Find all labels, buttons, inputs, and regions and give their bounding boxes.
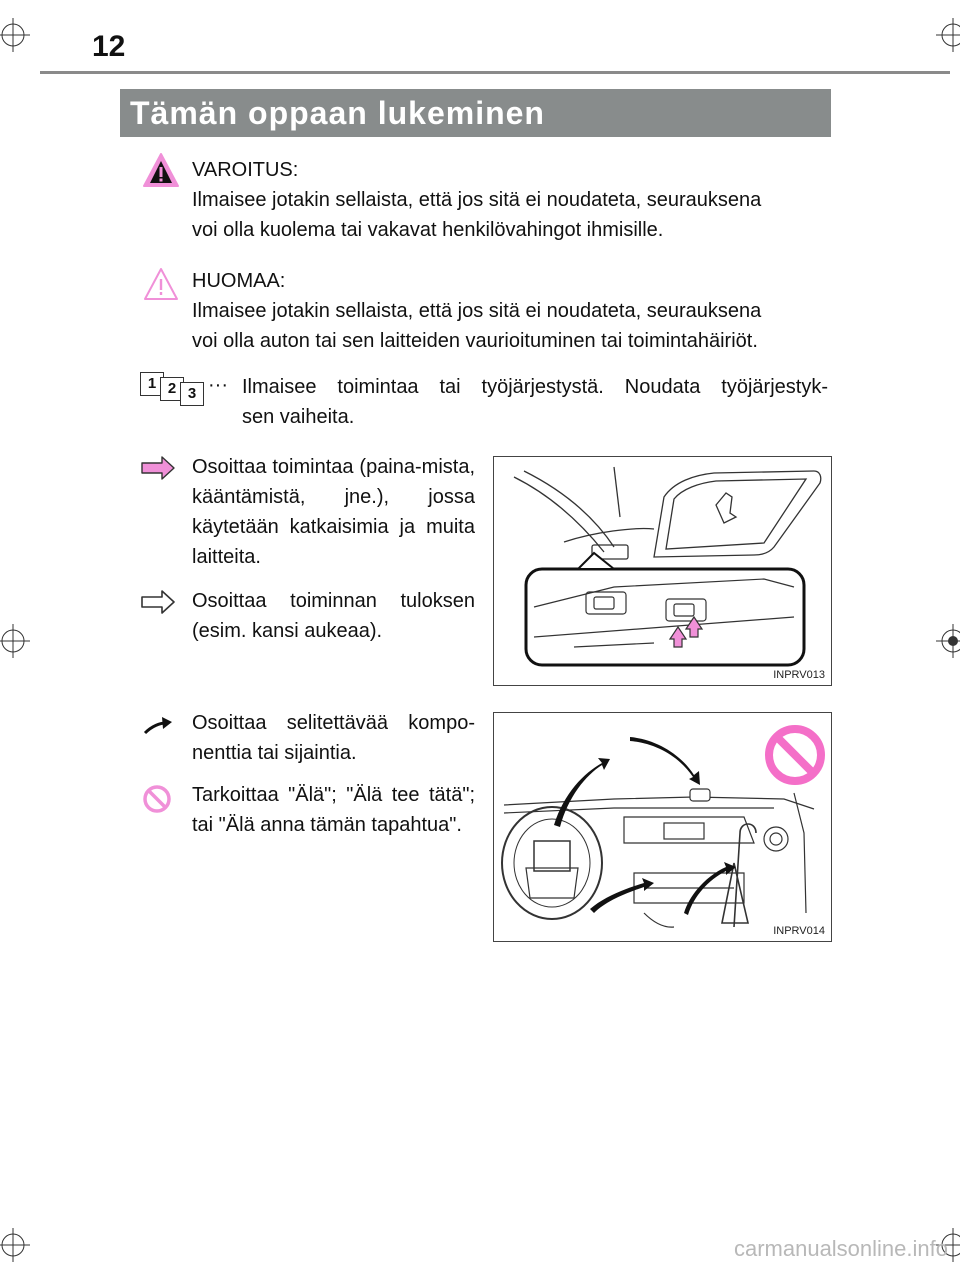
notice-line-1: Ilmaisee jotakin sellaista, että jos sitä ei noudateta, seurauksena — [192, 300, 762, 322]
figure-code-2: INPRV014 — [773, 925, 825, 937]
action-text: Osoittaa toimintaa (paina-mista, kääntämistä, jne.), jossa käytetään katkaisimia ja muita laitteita. — [192, 456, 475, 568]
component-text: Osoittaa selitettävää kompo-nenttia tai sijaintia. — [192, 712, 475, 764]
step-number-3: 3 — [180, 382, 204, 406]
section-title: Tämän oppaan lukeminen — [120, 89, 831, 137]
warning-outline-icon — [142, 266, 180, 307]
dashboard-illustration — [494, 713, 831, 941]
crop-mark-top-right — [936, 18, 960, 52]
notice-line-2: voi olla auton tai sen laitteiden vaurioituminen tai toimintahäiriöt. — [192, 330, 758, 352]
crop-mark-top-left — [0, 18, 30, 52]
figure-dashboard — [493, 712, 832, 942]
page-number: 12 — [92, 30, 126, 63]
prohibition-icon — [142, 784, 172, 819]
step-numbers-icon — [140, 372, 210, 404]
notice-block — [192, 266, 828, 356]
prohibition-text: Tarkoittaa "Älä"; "Älä tee tätä"; tai "Älä anna tämän tapahtua". — [192, 784, 475, 836]
steps-block — [242, 372, 828, 432]
outline-arrow-icon — [140, 590, 176, 619]
steps-dots: ··· — [208, 374, 228, 396]
warning-heading: VAROITUS: — [192, 159, 299, 181]
crop-mark-bottom-left — [0, 1228, 30, 1262]
warning-line-2: voi olla kuolema tai vakavat henkilövahingot ihmisille. — [192, 219, 664, 241]
warning-block — [192, 155, 828, 245]
crop-mark-mid-right — [936, 624, 960, 658]
result-text: Osoittaa toiminnan tuloksen (esim. kansi aukeaa). — [192, 590, 475, 642]
filled-arrow-icon — [140, 456, 176, 485]
step-number-2: 2 — [160, 377, 184, 401]
header-rule — [40, 71, 950, 74]
steps-line-1: Ilmaisee toimintaa tai työjärjestystä. Noudata työjärjestyk- — [242, 376, 828, 398]
crop-mark-mid-left — [0, 624, 30, 658]
overhead-console-illustration — [494, 457, 831, 685]
figure-code-1: INPRV013 — [773, 669, 825, 681]
footer-watermark[interactable]: carmanualsonline.info — [733, 1236, 948, 1261]
figure-overhead-console — [493, 456, 832, 686]
notice-heading: HUOMAA: — [192, 270, 286, 292]
warning-line-1: Ilmaisee jotakin sellaista, että jos sitä ei noudateta, seurauksena — [192, 189, 762, 211]
warning-filled-icon — [142, 152, 180, 193]
steps-line-2: sen vaiheita. — [242, 406, 355, 428]
pointer-arrow-icon — [142, 714, 174, 741]
step-number-1: 1 — [140, 372, 164, 396]
